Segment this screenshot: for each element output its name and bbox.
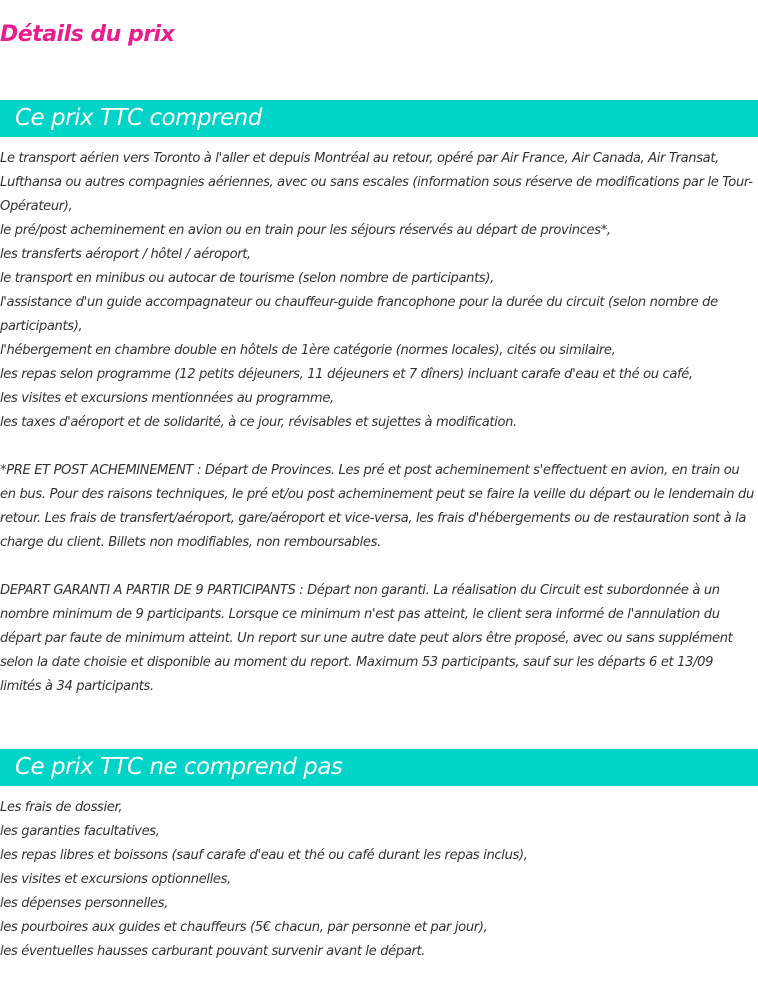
list-item: les repas selon programme (12 petits déjeuners, 11 déjeuners et 7 dîners) incluant carafe d'eau et thé ou café, [0,367,693,382]
excludes-section-header: Ce prix TTC ne comprend pas [0,749,758,786]
list-item: l'hébergement en chambre double en hôtels de 1ère catégorie (normes locales), cités ou similaire, [0,343,616,358]
includes-list [0,147,758,435]
list-item: les garanties facultatives, [0,824,160,839]
list-item: le transport en minibus ou autocar de tourisme (selon nombre de participants), [0,271,494,286]
list-item: le pré/post acheminement en avion ou en train pour les séjours réservés au départ de provinces*, [0,223,611,238]
list-item: l'assistance d'un guide accompagnateur ou chauffeur-guide francophone pour la durée du circuit (selon nombre de participants), [0,295,718,334]
list-item: les pourboires aux guides et chauffeurs (5€ chacun, par personne et par jour), [0,920,488,935]
list-item: les repas libres et boissons (sauf carafe d'eau et thé ou café durant les repas inclus), [0,848,528,863]
excludes-list [0,796,758,964]
list-item: les transferts aéroport / hôtel / aéroport, [0,247,251,262]
page-title: Détails du prix [0,22,175,47]
depart-garanti-note: DEPART GARANTI A PARTIR DE 9 PARTICIPANTS : Départ non garanti. La réalisation du Circuit est subordonnée à un nombre minimum de 9 participants. Lorsque ce minimum n'est pas atteint, le client sera informé de l'annulation du départ par faute de minimum atteint. Un report sur une autre date peut alors être proposé, avec ou sans supplément selon la date choisie et disponible au moment du report. Maximum 53 participants, sauf sur les départs 6 et 13/09 limités à 34 participants. [0,583,733,694]
list-item: les éventuelles hausses carburant pouvant survenir avant le départ. [0,944,426,959]
list-item: Les frais de dossier, [0,800,123,815]
list-item: les visites et excursions optionnelles, [0,872,231,887]
list-item: les taxes d'aéroport et de solidarité, à ce jour, révisables et sujettes à modification. [0,415,517,430]
list-item: Le transport aérien vers Toronto à l'aller et depuis Montréal au retour, opéré par Air France, Air Canada, Air Transat, Lufthansa ou autres compagnies aériennes, avec ou sans escales (information sous réserve de modifications par le Tour-Opérateur), [0,151,753,214]
list-item: les dépenses personnelles, [0,896,169,911]
pre-post-acheminement-note: *PRE ET POST ACHEMINEMENT : Départ de Provinces. Les pré et post acheminement s'effectuent en avion, en train ou en bus. Pour des raisons techniques, le pré et/ou post acheminement peut se faire la veille du départ ou le lendemain du retour. Les frais de transfert/aéroport, gare/aéroport et vice-versa, les frais d'hébergements ou de restauration sont à la charge du client. Billets non modifiables, non remboursables. [0,463,754,550]
includes-section-header: Ce prix TTC comprend [0,100,758,137]
list-item: les visites et excursions mentionnées au programme, [0,391,334,406]
